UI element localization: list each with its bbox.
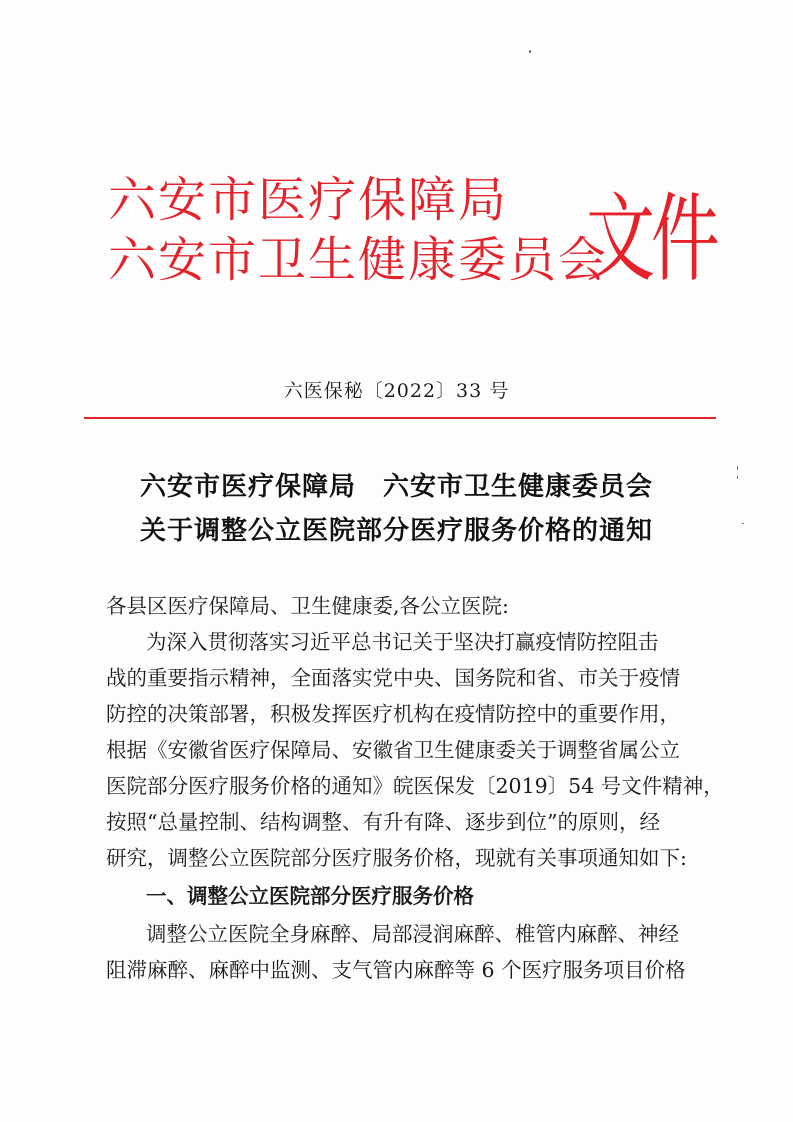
section-heading: 一、调整公立医院部分医疗服务价格 — [146, 884, 474, 908]
scan-speck — [529, 50, 531, 53]
body-line: 战的重要指示精神，全面落实党中央、国务院和省、市关于疫情 — [106, 666, 680, 690]
issuer-line-1: 六安市医疗保障局 — [108, 172, 509, 228]
document-header — [108, 166, 716, 316]
scan-speck — [737, 476, 738, 479]
body-line: 调整公立医院全身麻醉、局部浸润麻醉、椎管内麻醉、神经 — [146, 922, 679, 946]
body-line: 研究，调整公立医院部分医疗服务价格，现就有关事项通知如下: — [106, 846, 687, 870]
header-divider — [84, 417, 716, 419]
body-line: 医院部分医疗服务价格的通知》皖医保发〔2019〕54 号文件精神， — [106, 774, 724, 798]
document-number: 六医保秘〔2022〕33 号 — [283, 380, 510, 402]
document-type-label: 文件 — [586, 183, 716, 295]
body-line: 按照“总量控制、结构调整、有升有降、逐步到位”的原则，经 — [106, 810, 660, 834]
notice-title-line-1: 六安市医疗保障局 六安市卫生健康委员会 — [139, 472, 653, 502]
notice-body — [106, 588, 724, 1028]
notice-title-line-2: 关于调整公立医院部分医疗服务价格的通知 — [139, 516, 653, 546]
body-line: 根据《安徽省医疗保障局、安徽省卫生健康委关于调整省属公立 — [106, 738, 680, 762]
addressee-line: 各县区医疗保障局、卫生健康委,各公立医院: — [106, 594, 509, 618]
body-line: 阻滞麻醉、麻醉中监测、支气管内麻醉等 6 个医疗服务项目价格 — [106, 958, 686, 982]
body-line: 为深入贯彻落实习近平总书记关于坚决打赢疫情防控阻击 — [146, 630, 659, 654]
body-line: 防控的决策部署，积极发挥医疗机构在疫情防控中的重要作用， — [106, 702, 680, 726]
scan-speck — [737, 466, 738, 470]
issuer-line-2: 六安市卫生健康委员会 — [108, 232, 609, 288]
scan-speck — [742, 523, 744, 524]
